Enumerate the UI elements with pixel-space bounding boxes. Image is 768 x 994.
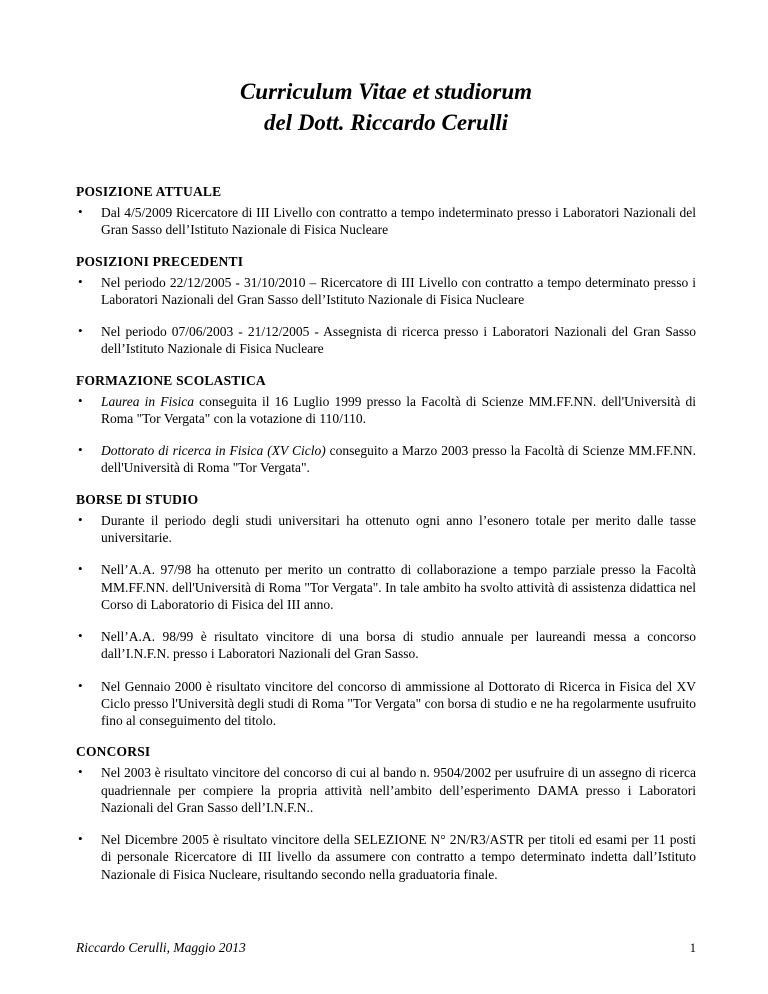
section-formazione-scolastica (76, 373, 696, 477)
item-text: Nel Dicembre 2005 è risultato vincitore della SELEZIONE N° 2N/R3/ASTR per titoli ed esami per 11 posti di personale Ricercatore di III livello da assumere con contratto a tempo determinato indetta dall’Istituto Nazionale di Fisica Nucleare, risultando secondo nella graduatoria finale. (101, 832, 696, 882)
section-heading: BORSE DI STUDIO (76, 491, 199, 507)
bullet-icon: • (78, 204, 83, 220)
bullet-item (76, 393, 696, 428)
bullet-icon: • (78, 764, 83, 780)
bullet-list (76, 764, 696, 883)
bullet-item (76, 831, 696, 883)
bullet-item (76, 204, 696, 239)
bullet-item (76, 274, 696, 309)
section-heading: FORMAZIONE SCOLASTICA (76, 372, 266, 388)
item-text: Nell’A.A. 98/99 è risultato vincitore di una borsa di studio annuale per laureandi messa a concorso dall’I.N.F.N. presso i Laboratori Nazionali del Gran Sasso. (101, 629, 696, 662)
bullet-item (76, 512, 696, 547)
document-title-line1: Curriculum Vitae et studiorum (239, 79, 533, 104)
page-footer (76, 940, 696, 956)
bullet-icon: • (78, 677, 83, 693)
section-concorsi (76, 744, 696, 883)
item-text: Nel periodo 07/06/2003 - 21/12/2005 - Assegnista di ricerca presso i Laboratori Nazionali del Gran Sasso dell’Istituto Nazionale di Fisica Nucleare (101, 324, 696, 357)
section-posizioni-precedenti (76, 254, 696, 358)
item-text: conseguito a Marzo 2003 presso la Facoltà di Scienze MM.FF.NN. dell'Università di Roma "Tor Vergata". (101, 443, 696, 476)
item-text: Nell’A.A. 97/98 ha ottenuto per merito un contratto di collaborazione a tempo parziale presso la Facoltà MM.FF.NN. dell'Università di Roma "Tor Vergata". In tale ambito ha svolto attività di assistenza didattica nel Corso di Laboratorio di Fisica del III anno. (101, 562, 696, 612)
bullet-item (76, 561, 696, 613)
section-heading: CONCORSI (76, 744, 151, 760)
item-text: Nel Gennaio 2000 è risultato vincitore del concorso di ammissione al Dottorato di Ricerca in Fisica del XV Ciclo presso l'Università degli studi di Roma "Tor Vergata" con borsa di studio e ne ha regolarmente usufruito fino al conseguimento del titolo. (101, 678, 696, 729)
item-text: Nel 2003 è risultato vincitore del concorso di cui al bando n. 9504/2002 per usufruire di un assegno di ricerca quadriennale per compiere la propria attività nell’ambito dell’esperimento DAMA presso i Laboratori Nazionali del Gran Sasso dell’I.N.F.N.. (101, 765, 696, 815)
item-text: Durante il periodo degli studi universitari ha ottenuto ogni anno l’esonero totale per merito dalle tasse universitarie. (101, 512, 696, 546)
bullet-item (76, 442, 696, 477)
section-posizione-attuale (76, 184, 696, 239)
bullet-item (76, 628, 696, 663)
document-title-line2: del Dott. Riccardo Cerulli (263, 110, 509, 136)
section-heading: POSIZIONE ATTUALE (76, 184, 222, 200)
bullet-item (76, 323, 696, 358)
section-borse-di-studio (76, 492, 696, 730)
item-text: Nel periodo 22/12/2005 - 31/10/2010 – Ricercatore di III Livello con contratto a tempo determinato presso i Laboratori Nazionali del Gran Sasso dell’Istituto Nazionale di Fisica Nucleare (101, 274, 696, 307)
bullet-icon: • (78, 628, 83, 644)
bullet-icon: • (78, 323, 83, 339)
bullet-icon: • (78, 831, 83, 847)
page-number: 1 (689, 941, 696, 955)
item-lead-italic: Laurea in Fisica (101, 393, 195, 409)
bullet-icon: • (78, 273, 83, 289)
bullet-item (76, 764, 696, 816)
bullet-icon: • (78, 511, 83, 527)
bullet-list (76, 204, 696, 239)
bullet-icon: • (78, 561, 83, 577)
item-text: conseguita il 16 Luglio 1999 presso la Facoltà di Scienze MM.FF.NN. dell'Università di Roma "Tor Vergata" con la votazione di 110/110. (101, 393, 696, 426)
bullet-icon: • (78, 392, 83, 408)
footer-author-date: Riccardo Cerulli, Maggio 2013 (76, 940, 246, 955)
bullet-list (76, 393, 696, 477)
document-title (76, 76, 696, 138)
bullet-item (76, 678, 696, 730)
item-text: Dal 4/5/2009 Ricercatore di III Livello con contratto a tempo indeterminato presso i Laboratori Nazionali del Gran Sasso dell’Istituto Nazionale di Fisica Nucleare (101, 205, 696, 238)
item-lead-italic: Dottorato di ricerca in Fisica (XV Ciclo) (101, 443, 326, 459)
bullet-list (76, 512, 696, 730)
bullet-icon: • (78, 442, 83, 458)
bullet-list (76, 274, 696, 358)
section-heading: POSIZIONI PRECEDENTI (76, 253, 244, 269)
